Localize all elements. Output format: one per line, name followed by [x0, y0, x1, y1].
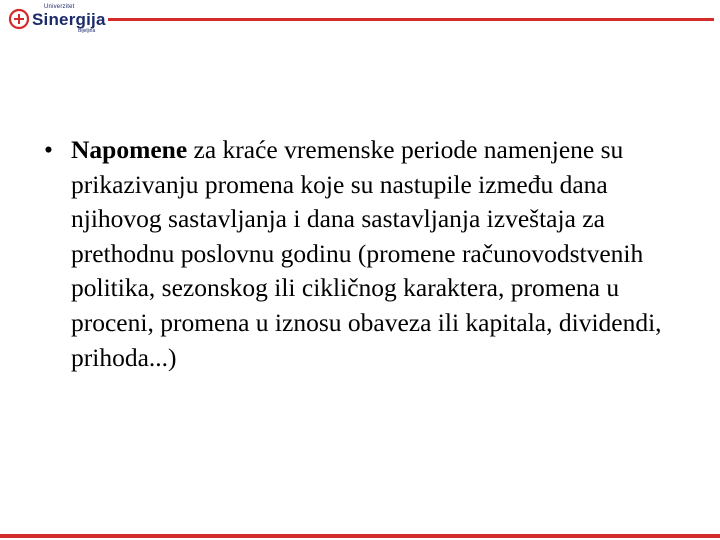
header-divider [108, 18, 714, 21]
slide-content [44, 133, 694, 375]
bullet-text: za kraće vremenske periode namenjene su prikazivanju promena koje su nastupile između dana njihovog sastavljanja i dana sastavljanja izveštaja za prethodnu poslovnu godinu (promene računovodstvenih politika, sezonskog ili cikličnog karaktera, promena u proceni, promena u iznosu obaveza ili kapitala, dividendi, prihoda...) [71, 135, 662, 372]
header-bar [0, 0, 720, 40]
sinergija-emblem-icon [8, 8, 30, 30]
bold-term: Napomene [71, 135, 188, 164]
footer-divider [0, 534, 720, 538]
bullet-icon: • [44, 135, 53, 164]
university-logo [8, 4, 108, 34]
logo-main-text: Sinergija [32, 10, 106, 29]
logo-small-text: Univerzitet [44, 4, 75, 10]
bullet-item [44, 133, 694, 375]
logo-sub-text: Bijeljina [78, 28, 96, 34]
